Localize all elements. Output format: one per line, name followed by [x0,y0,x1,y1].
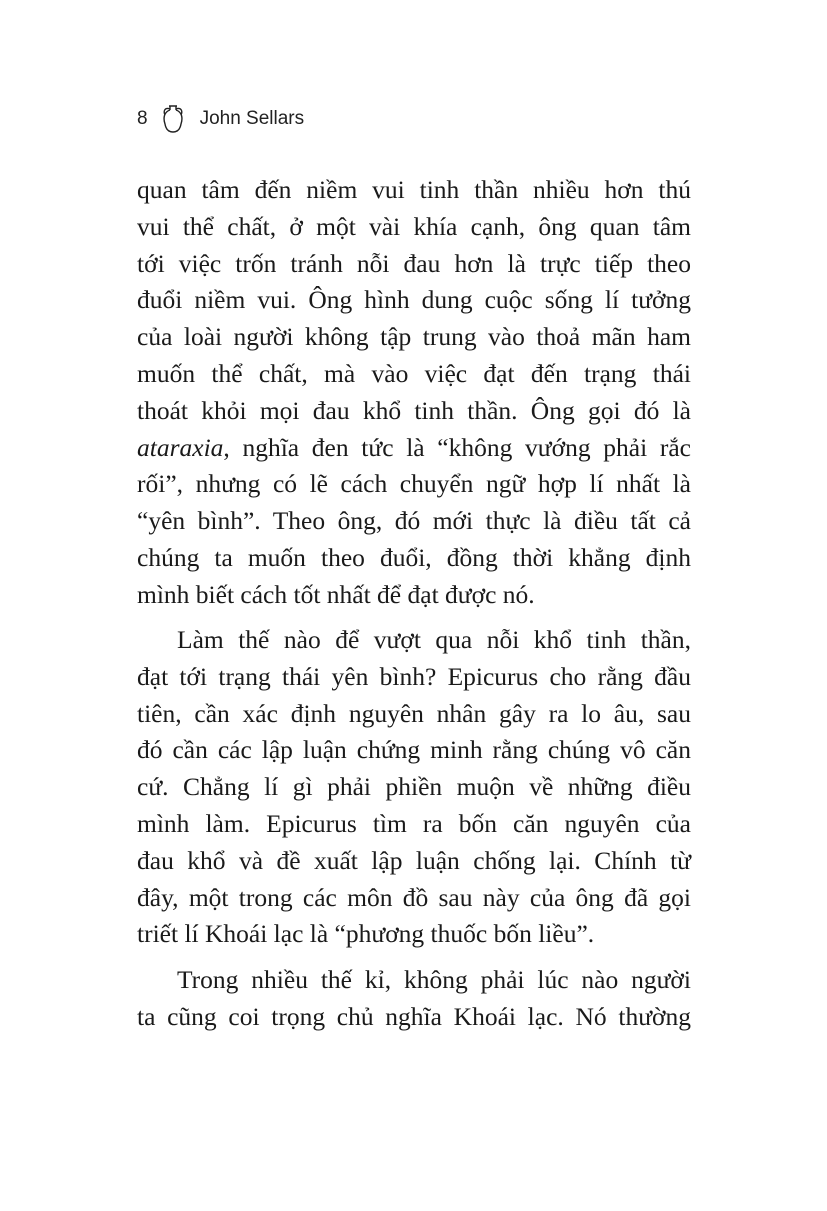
text-line: Trong nhiều thế kỉ, không phải lúc nào người [177,964,691,994]
text-line: cứ. Chẳng lí gì phải phiền muộn về những điều [137,772,691,802]
text-line: mình biết cách tốt nhất để đạt được nó. [137,579,535,609]
text-line: đau khổ và đề xuất lập luận chống lại. Chính từ [137,845,691,875]
text-line: chúng ta muốn theo đuổi, đồng thời khẳng định [137,542,691,572]
text-segment: , nghĩa đen tức là “không vướng phải rắc [223,432,691,462]
text-line: đây, một trong các môn đồ sau này của ông đã gọi [137,882,691,912]
author-name: John Sellars [199,108,305,129]
text-line [137,430,691,467]
amphora-icon [160,104,186,134]
text-line: “yên bình”. Theo ông, đó mới thực là điều tất cả [137,506,691,536]
text-line: tiên, cần xác định nguyên nhân gây ra lo âu, sau [137,698,691,728]
text-line: muốn thể chất, mà vào việc đạt đến trạng thái [137,358,691,388]
text-line: đó cần các lập luận chứng minh rằng chúng vô căn [137,735,691,765]
text-line: đuổi niềm vui. Ông hình dung cuộc sống lí tưởng [137,285,691,315]
paragraph-3 [137,962,691,1036]
text-line: đạt tới trạng thái yên bình? Epicurus cho rằng đầu [137,661,691,691]
page-number: 8 [137,108,148,129]
text-line: triết lí Khoái lạc là “phương thuốc bốn liều”. [137,919,595,949]
text-line: của loài người không tập trung vào thoả mãn ham [137,322,691,352]
text-line: quan tâm đến niềm vui tinh thần nhiều hơn thú [137,175,691,204]
text-line: Làm thế nào để vượt qua nỗi khổ tinh thần, [177,625,691,655]
text-line: ta cũng coi trọng chủ nghĩa Khoái lạc. Nó thường [137,1001,691,1031]
running-header [137,104,304,134]
text-line: vui thể chất, ở một vài khía cạnh, ông quan tâm [137,211,691,241]
text-line: thoát khỏi mọi đau khổ tinh thần. Ông gọi đó là [137,395,691,425]
paragraph-2 [137,622,691,953]
italic-term: ataraxia [137,432,224,462]
text-line: rối”, nhưng có lẽ cách chuyển ngữ hợp lí nhất là [137,469,691,499]
text-line: mình làm. Epicurus tìm ra bốn căn nguyên của [137,809,691,839]
text-line: tới việc trốn tránh nỗi đau hơn là trực tiếp theo [137,248,691,278]
paragraph-1 [137,172,691,614]
body-text [137,172,691,1044]
